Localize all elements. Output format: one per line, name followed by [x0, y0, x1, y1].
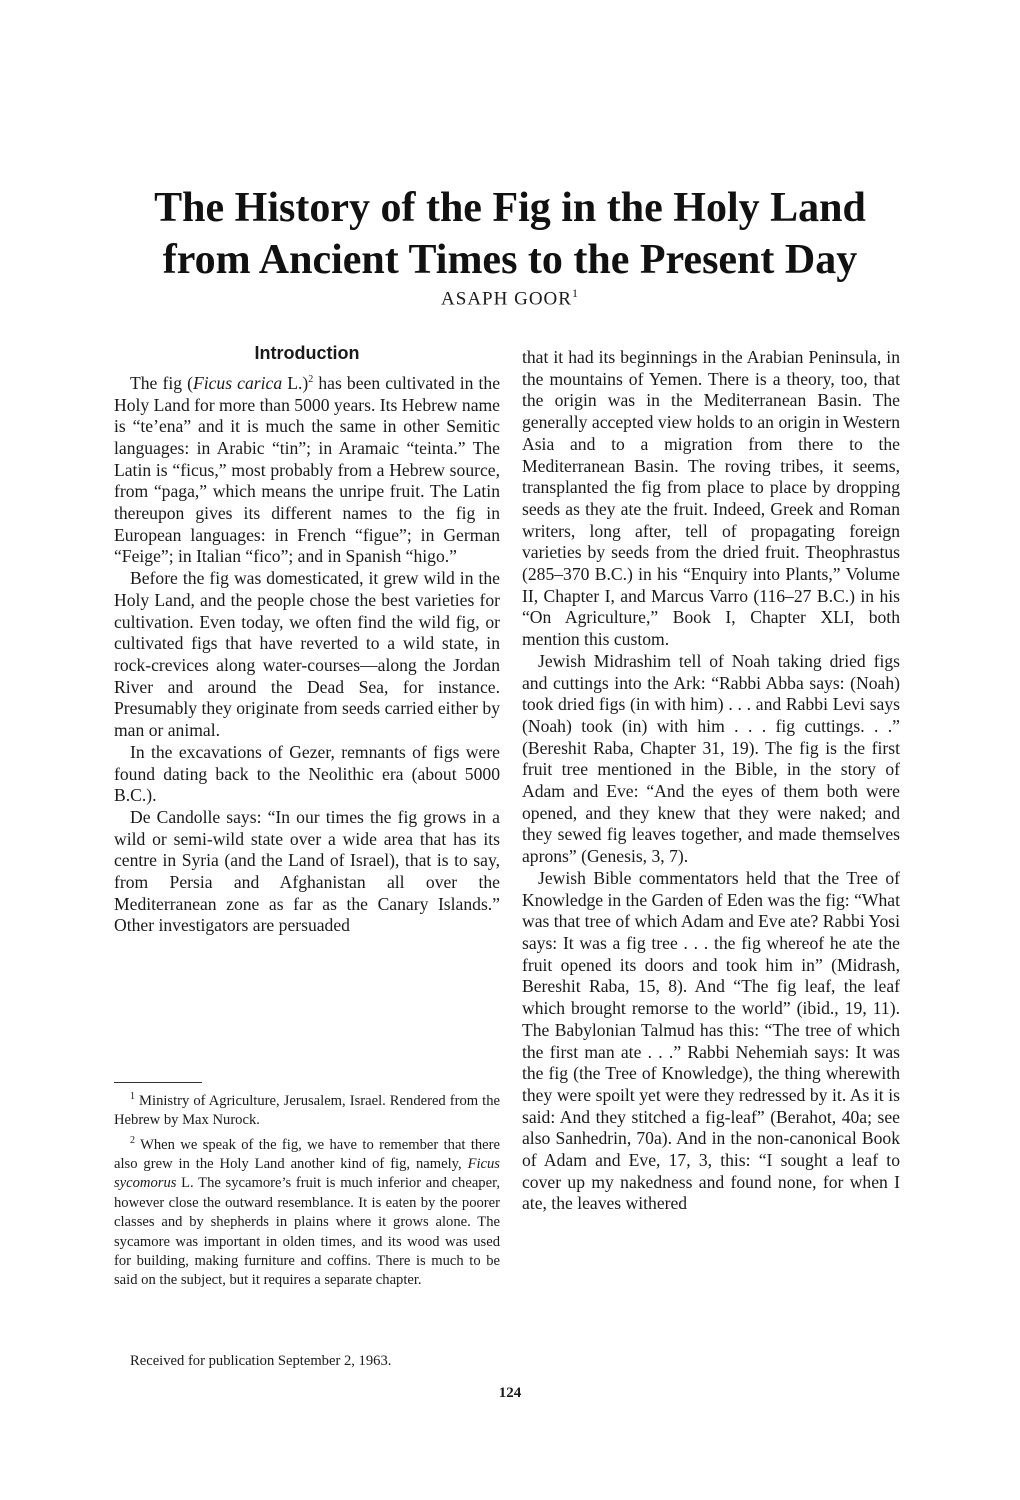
author-footnote-mark: 1: [571, 286, 579, 300]
footnote-mark: 2: [308, 374, 314, 385]
footnote-mark: 2: [130, 1134, 135, 1146]
text-run: The fig (: [130, 372, 193, 393]
italic-species-name: Ficus carica: [192, 372, 283, 393]
text-run: Ministry of Agriculture, Jerusalem, Israel. Rendered from the Hebrew by Max Nurock.: [114, 1092, 500, 1129]
text-run: L. The sycamore’s fruit is much inferior and cheaper, however close the outward resemblance. It is eaten by the poorer classes and by shepherds in plains where it grows alone. The sycamore was important in olden times, and its wood was used for building, making furniture and coffins. There is much to be said on the subject, but it requires a separate chapter.: [114, 1175, 500, 1289]
footnote-rule: [114, 1082, 202, 1083]
text-run: L.): [282, 372, 309, 393]
author-name: ASAPH GOOR: [441, 288, 572, 310]
footnote-2: [114, 1131, 500, 1291]
left-column: [114, 342, 500, 937]
right-column: [522, 347, 900, 1215]
paragraph: De Candolle says: “In our times the fig grows in a wild or semi-wild state over a wide area that has its centre in Syria (and the Land of Israel), that is to say, from Persia and Afghanistan all over the Mediterranean zone as far as the Canary Islands.” Other investigators are persuaded: [114, 806, 500, 936]
footnote-1: [114, 1087, 500, 1131]
section-heading-introduction: Introduction: [254, 343, 360, 363]
italic-species-name: Ficus sycomorus: [114, 1155, 500, 1192]
title-line-2: from Ancient Times to the Present Day: [162, 237, 858, 283]
author-byline: [0, 286, 1020, 310]
page-number: 124: [498, 1385, 522, 1401]
paragraph: Jewish Bible commentators held that the Tree of Knowledge in the Garden of Eden was the fig: “What was that tree of which Adam and Eve ate? Rabbi Yosi says: It was a fig tree . . . the fig whereof he ate the fruit opened its doors and took him in” (Midrash, Bereshit Raba, 15, 8). And “The fig leaf, the leaf which brought remorse to the world” (ibid., 19, 11). The Babylonian Talmud has this: “The tree of which the first man ate . . .” Rabbi Nehemiah says: It was the fig (the Tree of Knowledge), the thing wherewith they were spoilt yet were they redressed by it. As it is said: And they stitched a fig-leaf” (Berahot, 40a; see also Sanhedrin, 70a). And in the non-canonical Book of Adam and Eve, 17, 3, this: “I sought a leaf to cover up my nakedness and found none, for when I ate, the leaves withered: [522, 867, 900, 1214]
footnotes: [114, 1082, 500, 1291]
text-run: When we speak of the fig, we have to remember that there also grew in the Holy Land another kind of fig, namely,: [114, 1136, 500, 1172]
title-line-1: The History of the Fig in the Holy Land: [154, 185, 866, 231]
paragraph: [114, 369, 500, 568]
footnote-mark: 1: [130, 1091, 135, 1102]
paragraph: that it had its beginnings in the Arabian Peninsula, in the mountains of Yemen. There is a theory, too, that the origin was in the Mediterranean Basin. The generally accepted view holds to an origin in Western Asia and to a migration from there to the Mediterranean Basin. The roving tribes, it seems, transplanted the fig from place to place by dropping seeds as they ate the fruit. Indeed, Greek and Roman writers, long after, tell of propagating foreign varieties by seeds from the dried fruit. Theophrastus (285–370 B.C.) in his “Enquiry into Plants,” Volume II, Chapter I, and Marcus Varro (116–27 B.C.) in his “On Agriculture,” Book I, Chapter XLI, both mention this custom.: [522, 347, 900, 650]
article-title: [0, 182, 1020, 286]
text-run: has been cultivated in the Holy Land for more than 5000 years. Its Hebrew name is “te’ena” and it is much the same in other Semitic languages: in Arabic “tin”; in Aramaic “teinta.” The Latin is “ficus,” most probably from a Hebrew source, from “paga,” which means the unripe fruit. The Latin thereupon gives its different names to the fig in European languages: in French “figue”; in German “Feige”; in Italian “fico”; and in Spanish “higo.”: [114, 372, 501, 567]
paragraph: Before the fig was domesticated, it grew wild in the Holy Land, and the people chose the best varieties for cultivation. Even today, we often find the wild fig, or cultivated figs that have reverted to a wild state, in rock-crevices along water-courses—along the Jordan River and around the Dead Sea, for instance. Presumably they originate from seeds carried either by man or animal.: [114, 568, 500, 741]
paragraph: In the excavations of Gezer, remnants of figs were found dating back to the Neolithic era (about 5000 B.C.).: [114, 741, 500, 806]
paragraph: Jewish Midrashim tell of Noah taking dried figs and cuttings into the Ark: “Rabbi Abba says: (Noah) took dried figs (in with him) . . . and Rabbi Levi says (Noah) took (in) with him . . . fig cuttings. . .” (Bereshit Raba, Chapter 31, 19). The fig is the first fruit tree mentioned in the Bible, in the story of Adam and Eve: “And the eyes of them both were opened, and they knew that they were naked; and they sewed fig leaves together, and made themselves aprons” (Genesis, 3, 7).: [522, 650, 900, 867]
received-date: Received for publication September 2, 1963.: [130, 1353, 392, 1369]
